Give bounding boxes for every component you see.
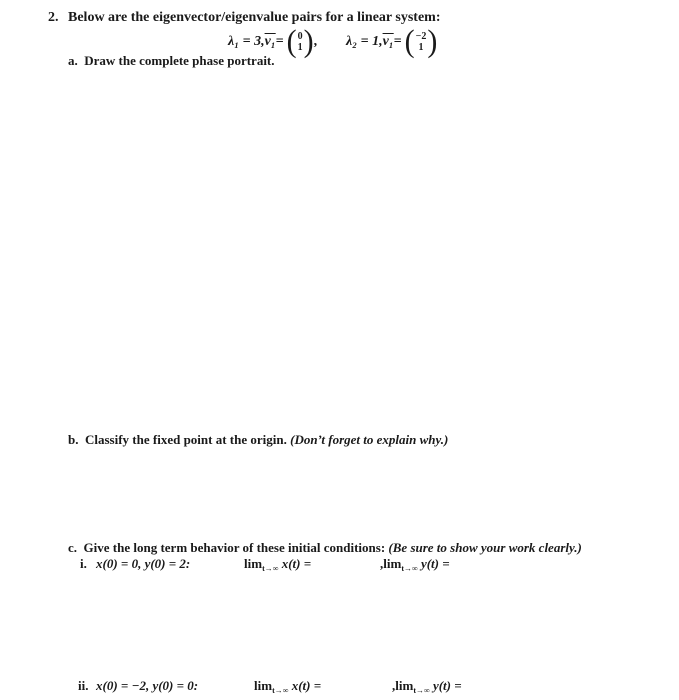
eigenvalue-2: λ₂ = 1, <box>346 34 383 49</box>
part-c-hint: (Be sure to show your work clearly.) <box>388 540 582 555</box>
part-a <box>68 53 275 69</box>
equals-sign: = <box>393 34 402 49</box>
eigen-pair-1 <box>228 24 318 59</box>
item-i-condition: x(0) = 0, y(0) = 2: <box>96 556 191 571</box>
part-b-text: Classify the fixed point at the origin. <box>84 432 287 447</box>
part-c-label: c. <box>68 540 78 555</box>
question-number: 2. <box>48 10 59 25</box>
item-ii-condition: x(0) = −2, y(0) = 0: <box>96 678 199 693</box>
question-intro: Below are the eigenvector/eigenvalue pairs for a linear system: <box>68 10 441 25</box>
item-ii-lim-y: $,\lim_{t\to\infty}$ y(t) = <box>392 678 462 695</box>
part-a-label: a. <box>68 53 78 68</box>
item-i-label: i. <box>80 556 87 571</box>
eigenvector-1: ( 0 1 ) <box>286 24 314 59</box>
item-i-lim-x: $\lim_{t\to\infty} x(t)$ = <box>244 556 312 573</box>
part-b-label: b. <box>68 432 79 447</box>
item-ii-lim-x: $\lim_{t\to\infty} x(t)$ = <box>254 678 322 695</box>
part-b-hint: (Don’t forget to explain why.) <box>290 432 449 447</box>
equals-sign: = <box>275 34 284 49</box>
part-c-text: Give the long term behavior of these initial conditions: <box>83 540 386 555</box>
item-ii-label: ii. <box>78 678 89 693</box>
part-a-text: Draw the complete phase portrait. <box>84 53 275 68</box>
eigenvector-2-label: v₁ <box>382 34 394 49</box>
eigenvector-1-label: v₁ <box>264 34 276 49</box>
eigenvector-1-bottom: 1 <box>297 42 303 53</box>
eigenvector-2-top: −2 <box>415 31 427 42</box>
eigen-pair-2 <box>346 24 438 59</box>
eigenvector-2: ( −2 1 ) <box>404 24 438 59</box>
pair-separator: , <box>313 34 318 49</box>
part-b <box>68 432 448 448</box>
eigenvector-1-top: 0 <box>297 31 303 42</box>
part-c <box>68 540 582 556</box>
eigenvector-2-bottom: 1 <box>418 42 424 53</box>
eigenvalue-1: λ₁ = 3, <box>228 34 265 49</box>
item-i-lim-y: $,\lim_{t\to\infty}$ y(t) = <box>380 556 450 573</box>
